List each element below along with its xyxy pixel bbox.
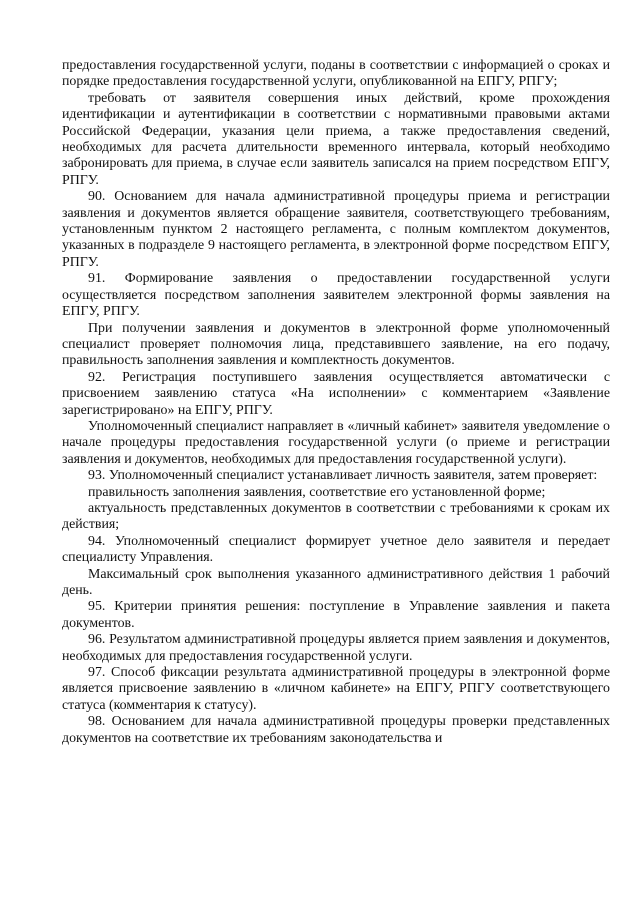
paragraph: 98. Основанием для начала административной процедуры проверки представленных документов на соответствие их требованиям законодательства и — [62, 714, 610, 746]
paragraph: правильность заполнения заявления, соответствие его установленной форме; — [88, 484, 546, 500]
paragraph: актуальность представленных документов в соответствии с требованиями к срокам их действия; — [62, 500, 610, 533]
paragraph: 90. Основанием для начала административной процедуры приема и регистрации заявления и документов является обращение заявителя, соответствующего требованиям, установленным пунктом 2 настоящего регламента, с полным комплектом документов, указанных в подразделе 9 настоящего регламента, в электронной форме посредством ЕПГУ, РПГУ. — [62, 189, 610, 270]
paragraph: 92. Регистрация поступившего заявления осуществляется автоматически с присвоением заявлению статуса «На исполнении» с комментарием «Заявление зарегистрировано» на ЕПГУ, РПГУ. — [62, 369, 610, 418]
paragraph: предоставления государственной услуги, поданы в соответствии с информацией о сроках и порядке предоставления государственной услуги, опубликованной на ЕПГУ, РПГУ; — [62, 58, 610, 90]
paragraph: 91. Формирование заявления о предоставлении государственной услуги осуществляется посредством заполнения заявителем электронной формы заявления на ЕПГУ, РПГУ. — [62, 271, 610, 320]
paragraph: 97. Способ фиксации результата административной процедуры в электронной форме является присвоение заявлению в «личном кабинете» на ЕПГУ, РПГУ соответствующего статуса (комментария к статусу). — [62, 665, 610, 713]
paragraph: 94. Уполномоченный специалист формирует учетное дело заявителя и передает специалисту Управления. — [62, 533, 610, 566]
paragraph: 93. Уполномоченный специалист устанавливает личность заявителя, затем проверяет: — [88, 468, 598, 484]
paragraph: 96. Результатом административной процедуры является прием заявления и документов, необходимых для предоставления государственной услуги. — [62, 632, 610, 664]
paragraph: требовать от заявителя совершения иных действий, кроме прохождения идентификации и аутентификации в соответствии с нормативными правовыми актами Российской Федерации, указания цели приема, а также предоставления сведений, необходимых для расчета длительности временного интервала, который необходимо забронировать для приема, в случае если заявитель записался на прием посредством ЕПГУ, РПГУ. — [62, 90, 610, 188]
paragraph: 95. Критерии принятия решения: поступление в Управление заявления и пакета документов. — [62, 599, 610, 631]
paragraph: При получении заявления и документов в электронной форме уполномоченный специалист проверяет полномочия лица, представившего заявление, на его подачу, правильность заполнения заявления и комплектность документов. — [62, 320, 610, 369]
paragraph: Уполномоченный специалист направляет в «личный кабинет» заявителя уведомление о начале процедуры предоставления государственной услуги (о приеме и регистрации заявления и документов, необходимых для предоставления государственной услуги). — [62, 418, 610, 467]
paragraph: Максимальный срок выполнения указанного административного действия 1 рабочий день. — [62, 566, 610, 598]
